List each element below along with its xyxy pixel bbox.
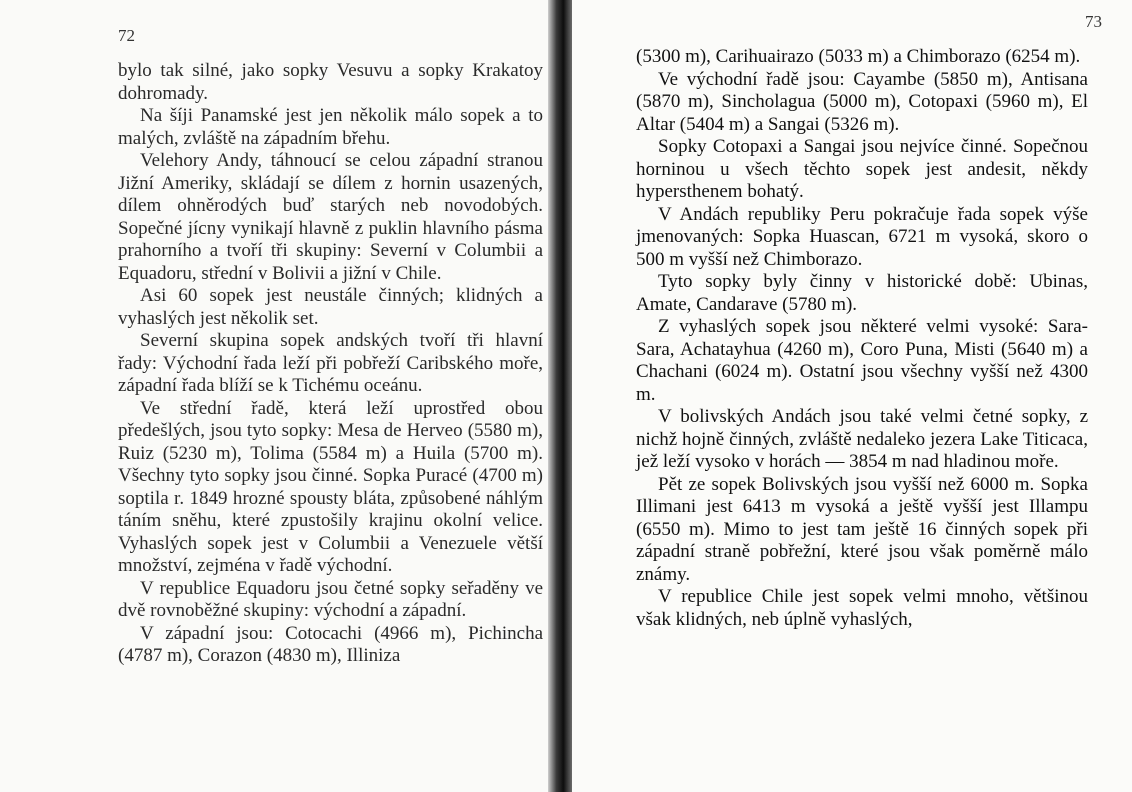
paragraph: V republice Equadoru jsou četné sopky seřaděny ve dvě rovnoběžné skupiny: východní a západní. [118, 577, 543, 621]
paragraph: Asi 60 sopek jest neustále činných; klidných a vyhaslých jest několik set. [118, 285, 543, 329]
paragraph: (5300 m), Carihuairazo (5033 m) a Chimborazo (6254 m). [636, 46, 1081, 67]
paragraph: Pět ze sopek Bolivských jsou vyšší než 6000 m. Sopka Illimani jest 6413 m vysoká a ještě vyšší jest Illampu (6550 m). Mimo to jest tam ještě 16 činných sopek při západní straně pobřežní, které jsou však poměrně málo známy. [636, 473, 1088, 585]
paragraph: V bolivských Andách jsou také velmi četné sopky, z nichž hojně činných, zvláště nedaleko jezera Lake Titicaca, jež leží vysoko v horách — 3854 m nad hladinou moře. [636, 406, 1088, 472]
page-number-right: 73 [1085, 12, 1102, 31]
paragraph: Tyto sopky byly činny v historické době: Ubinas, Amate, Candarave (5780 m). [636, 271, 1088, 315]
page-number-left: 72 [118, 26, 135, 45]
paragraph: Sopky Cotopaxi a Sangai jsou nejvíce činné. Sopečnou horninou u všech těchto sopek jest andesit, někdy hypersthenem bohatý. [636, 136, 1088, 202]
paragraph: bylo tak silné, jako sopky Vesuvu a sopky Krakatoy dohromady. [118, 60, 543, 104]
paragraph: Velehory Andy, táhnoucí se celou západní stranou Jižní Ameriky, skládají se dílem z hornin usazených, dílem ohněrodých buď starých neb novodobých. Sopečné jícny vynikají hlavně z puklin hlavního pásma prahorního a tvoří tři skupiny: Severní v Columbii a Equadoru, střední v Bolivii a jižní v Chile. [118, 150, 543, 284]
paragraph: Ve východní řadě jsou: Cayambe (5850 m), Antisana (5870 m), Sincholagua (5000 m), Cotopaxi (5960 m), El Altar (5404 m) a Sangai (5326 m). [636, 68, 1088, 135]
left-page-text [118, 60, 543, 668]
paragraph: Z vyhaslých sopek jsou některé velmi vysoké: Sara-Sara, Achatayhua (4260 m), Coro Puna, Misti (5640 m) a Chachani (6024 m). Ostatní jsou všechny vyšší než 4300 m. [636, 316, 1088, 405]
paragraph: Na šíji Panamské jest jen několik málo sopek a to malých, zvláště na západním břehu. [118, 105, 543, 149]
paragraph: Ve střední řadě, která leží uprostřed obou předešlých, jsou tyto sopky: Mesa de Herveo (5580 m), Ruiz (5230 m), Tolima (5584 m) a Huila (5700 m). Všechny tyto sopky jsou činné. Sopka Puracé (4700 m) soptila r. 1849 hrozné spousty bláta, způsobené náhlým táním sněhu, které zpustošily krajinu okolní velice. Vyhaslých sopek jest v Columbii a Venezuele větší množství, zejména v řadě východní. [118, 397, 543, 576]
paragraph: V republice Chile jest sopek velmi mnoho, většinou však klidných, neb úplně vyhaslých, [636, 586, 1088, 630]
right-page [572, 0, 1132, 792]
left-page [0, 0, 556, 792]
paragraph: V západní jsou: Cotocachi (4966 m), Pichincha (4787 m), Corazon (4830 m), Illiniza [118, 622, 543, 666]
paragraph: Severní skupina sopek andských tvoří tři hlavní řady: Východní řada leží při pobřeží Caribského moře, západní řada blíží se k Tichému oceánu. [118, 330, 543, 396]
right-page-text [636, 46, 1088, 631]
paragraph: V Andách republiky Peru pokračuje řada sopek výše jmenovaných: Sopka Huascan, 6721 m vysoká, skoro o 500 m vyšší než Chimborazo. [636, 203, 1088, 270]
